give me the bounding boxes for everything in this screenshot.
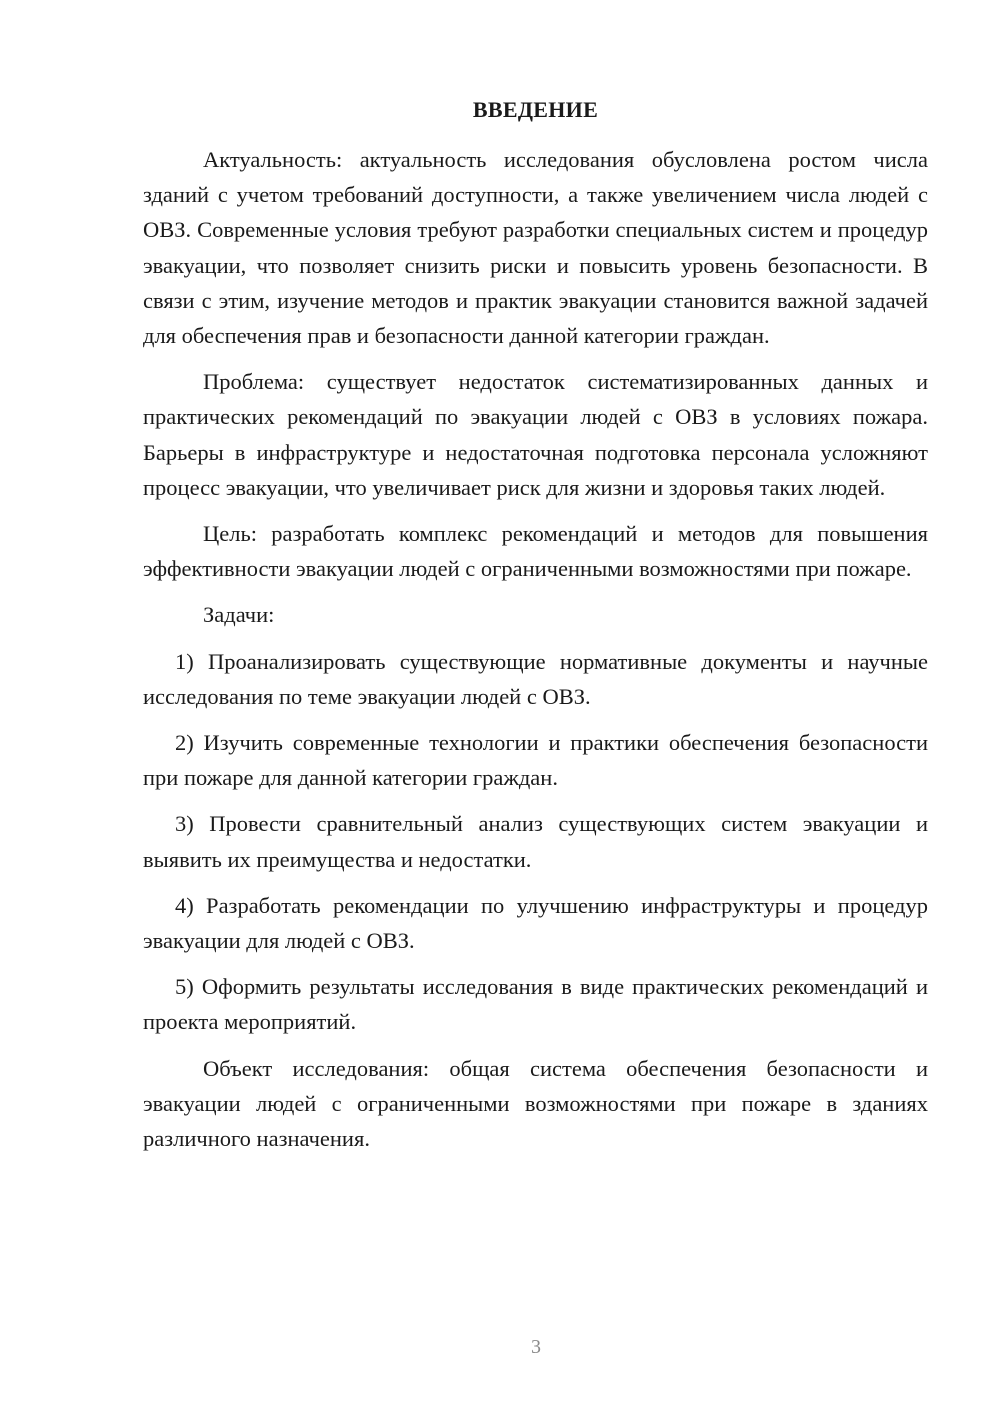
paragraph-object: Объект исследования: общая система обеспечения безопасности и эвакуации людей с ограниченными возможностями при пожаре в зданиях различного назначения. [143,1055,928,1152]
paragraph-goal: Цель: разработать комплекс рекомендаций и методов для повышения эффективности эвакуации людей с ограниченными возможностями при пожаре. [143,521,928,582]
task-item: 1) Проанализировать существующие нормативные документы и научные исследования по теме эвакуации людей с ОВЗ. [143,648,928,709]
page-number: 3 [531,1336,541,1358]
task-item: 2) Изучить современные технологии и практики обеспечения безопасности при пожаре для данной категории граждан. [143,730,928,791]
paragraph-relevance: Актуальность: актуальность исследования обусловлена ростом числа зданий с учетом требований доступности, а также увеличением числа людей с ОВЗ. Современные условия требуют разработки специальных систем и процедур эвакуации, что позволяет снизить риски и повысить уровень безопасности. В связи с этим, изучение методов и практик эвакуации становится важной задачей для обеспечения прав и безопасности данной категории граждан. [143,147,928,349]
document-body [143,142,928,1167]
task-item: 3) Провести сравнительный анализ существующих систем эвакуации и выявить их преимущества и недостатки. [143,811,928,872]
tasks-label: Задачи: [203,602,275,628]
paragraph-problem: Проблема: существует недостаток систематизированных данных и практических рекомендаций по эвакуации людей с ОВЗ в условиях пожара. Барьеры в инфраструктуре и недостаточная подготовка персонала усложняют процесс эвакуации, что увеличивает риск для жизни и здоровья таких людей. [143,369,928,500]
section-heading: ВВЕДЕНИЕ [472,97,599,122]
task-item: 4) Разработать рекомендации по улучшению инфраструктуры и процедур эвакуации для людей с ОВЗ. [143,892,928,954]
task-item: 5) Оформить результаты исследования в виде практических рекомендаций и проекта мероприятий. [143,974,928,1035]
